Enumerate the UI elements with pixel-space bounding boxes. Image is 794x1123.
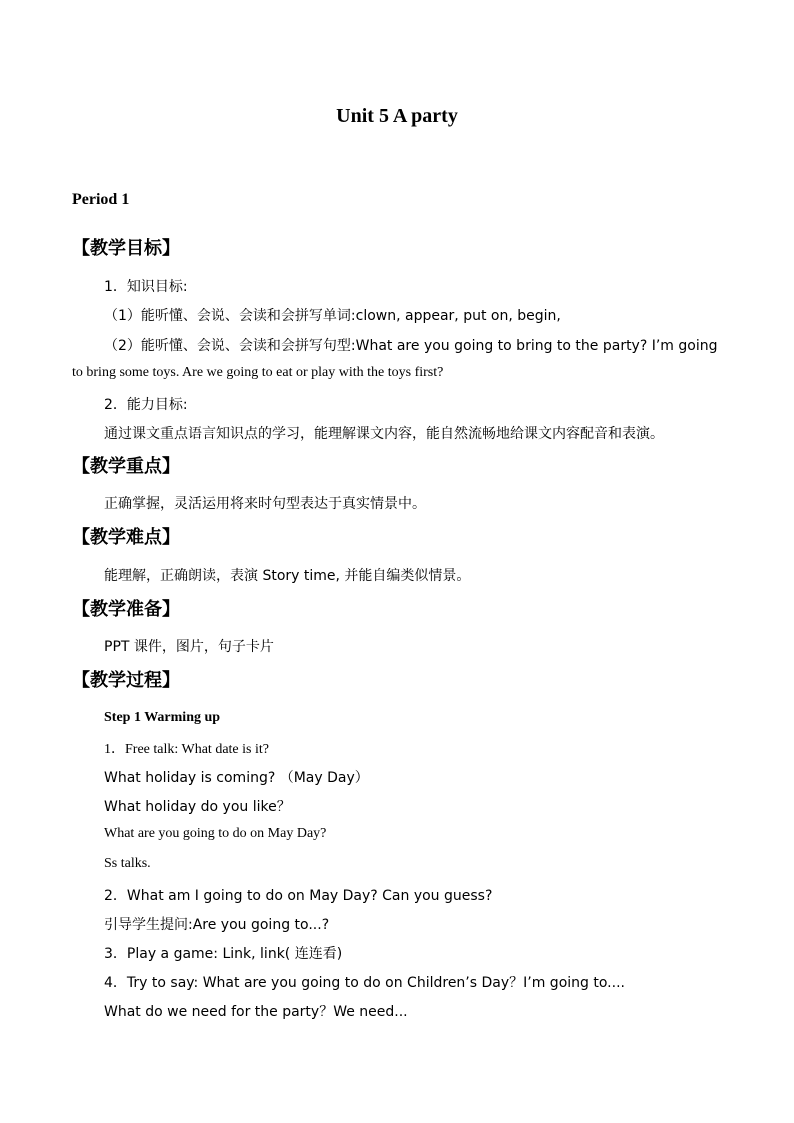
section-heading-difficulties: 【教学难点】 <box>72 527 180 548</box>
objective-sentences-line2: to bring some toys. Are we going to eat or play with the toys first? <box>72 365 444 380</box>
objective-knowledge-heading: 1．知识目标: <box>104 279 188 295</box>
process-line: What holiday do you like？ <box>104 799 291 815</box>
section-heading-preparation: 【教学准备】 <box>72 599 180 620</box>
preparation-text: PPT 课件，图片，句子卡片 <box>104 639 274 655</box>
process-line: 2．What am I going to do on May Day? Can you guess? <box>104 888 493 904</box>
process-line: What holiday is coming? （May Day） <box>104 770 369 786</box>
objective-ability-text: 通过课文重点语言知识点的学习，能理解课文内容，能自然流畅地给课文内容配音和表演。 <box>104 426 664 442</box>
process-step1-heading: Step 1 Warming up <box>104 710 221 725</box>
section-heading-key-points: 【教学重点】 <box>72 456 180 477</box>
difficulties-text: 能理解，正确朗读，表演 Story time, 并能自编类似情景。 <box>104 568 471 584</box>
document-title: Unit 5 A party <box>336 105 458 127</box>
process-line: 引导学生提问:Are you going to...? <box>104 917 330 933</box>
process-line: 4．Try to say: What are you going to do on Children’s Day？I’m going to.... <box>104 975 625 991</box>
process-line: 1．Free talk: What date is it? <box>104 742 269 757</box>
section-heading-process: 【教学过程】 <box>72 670 180 691</box>
objective-vocabulary: （1）能听懂、会说、会读和会拼写单词:clown, appear, put on, begin, <box>104 308 561 324</box>
process-line: What are you going to do on May Day? <box>104 826 327 841</box>
key-points-text: 正确掌握，灵活运用将来时句型表达于真实情景中。 <box>104 496 426 512</box>
objective-sentences-line1: （2）能听懂、会说、会读和会拼写句型:What are you going to bring to the party? I’m going <box>104 338 718 354</box>
process-line: Ss talks. <box>104 856 151 871</box>
period-heading: Period 1 <box>72 191 130 208</box>
process-line: What do we need for the party？We need... <box>104 1004 408 1020</box>
process-line: 3．Play a game: Link, link( 连连看) <box>104 946 343 962</box>
objective-ability-heading: 2．能力目标: <box>104 397 188 413</box>
section-heading-objectives: 【教学目标】 <box>72 238 180 259</box>
